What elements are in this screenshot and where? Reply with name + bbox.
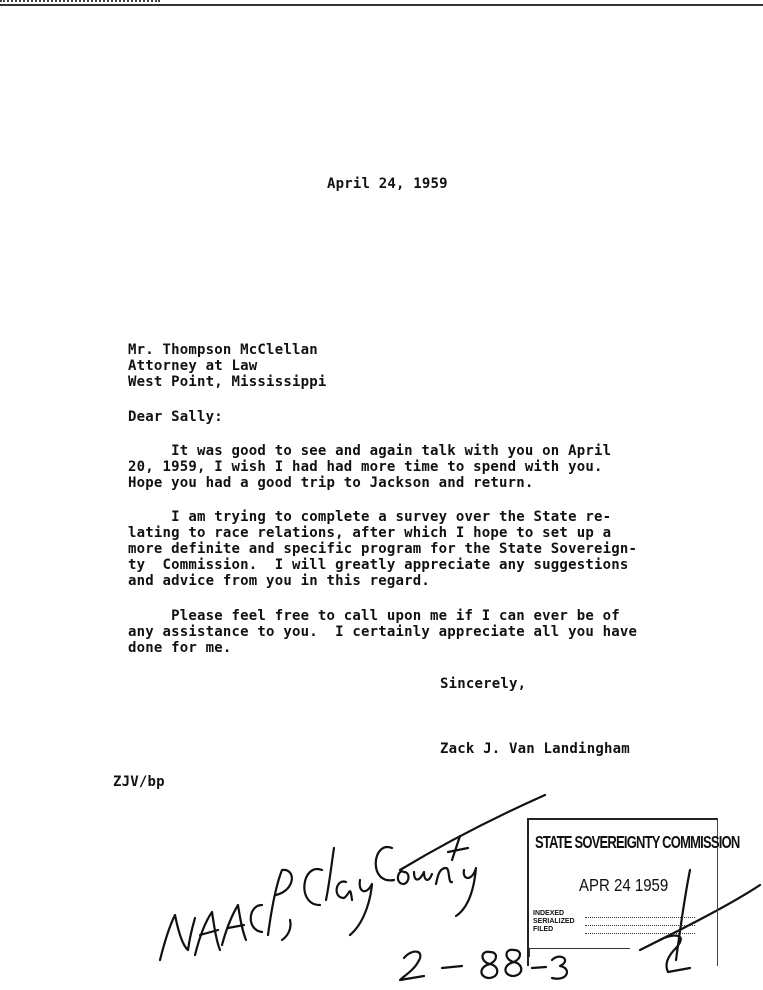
recipient-location: West Point, Mississippi (128, 374, 327, 390)
paragraph-2-line: and advice from you in this regard. (128, 573, 431, 589)
stamp-field-serialized: SERIALIZED (533, 918, 575, 925)
paragraph-1-line: Hope you had a good trip to Jackson and return. (128, 475, 534, 491)
signer-name: Zack J. Van Landingham (440, 741, 630, 757)
commission-received-stamp (527, 818, 740, 966)
stamp-field-filed: FILED (533, 926, 554, 933)
typist-initials: ZJV/bp (113, 774, 165, 790)
paragraph-3-line: done for me. (128, 640, 232, 656)
paragraph-1-line: 20, 1959, I wish I had had more time to spend with you. (128, 459, 603, 475)
stamp-field-line (585, 919, 695, 926)
paragraph-1-line: It was good to see and again talk with you on April (128, 443, 612, 459)
paragraph-2-line: I am trying to complete a survey over the State re- (128, 509, 612, 525)
paragraph-2-line: more definite and specific program for the State Sovereign- (128, 541, 638, 557)
salutation: Dear Sally: (128, 409, 223, 425)
paragraph-3-line: any assistance to you. I certainly appreciate all you have (128, 624, 638, 640)
stamp-title: STATE SOVEREIGNTY COMMISSION (535, 832, 740, 853)
paragraph-2-line: ty Commission. I will greatly appreciate any suggestions (128, 557, 629, 573)
paragraph-3-line: Please feel free to call upon me if I can ever be of (128, 608, 620, 624)
stamp-field-indexed: INDEXED (533, 910, 565, 917)
letter-date: April 24, 1959 (327, 176, 448, 192)
stamp-date: APR 24 1959 (579, 876, 669, 896)
stamp-field-line (585, 927, 695, 934)
paragraph-2-line: lating to race relations, after which I hope to set up a (128, 525, 612, 541)
stamp-field-line (585, 911, 695, 918)
stamp-base-line (529, 948, 630, 957)
recipient-name: Mr. Thompson McClellan (128, 342, 318, 358)
recipient-title: Attorney at Law (128, 358, 258, 374)
closing: Sincerely, (440, 676, 527, 692)
